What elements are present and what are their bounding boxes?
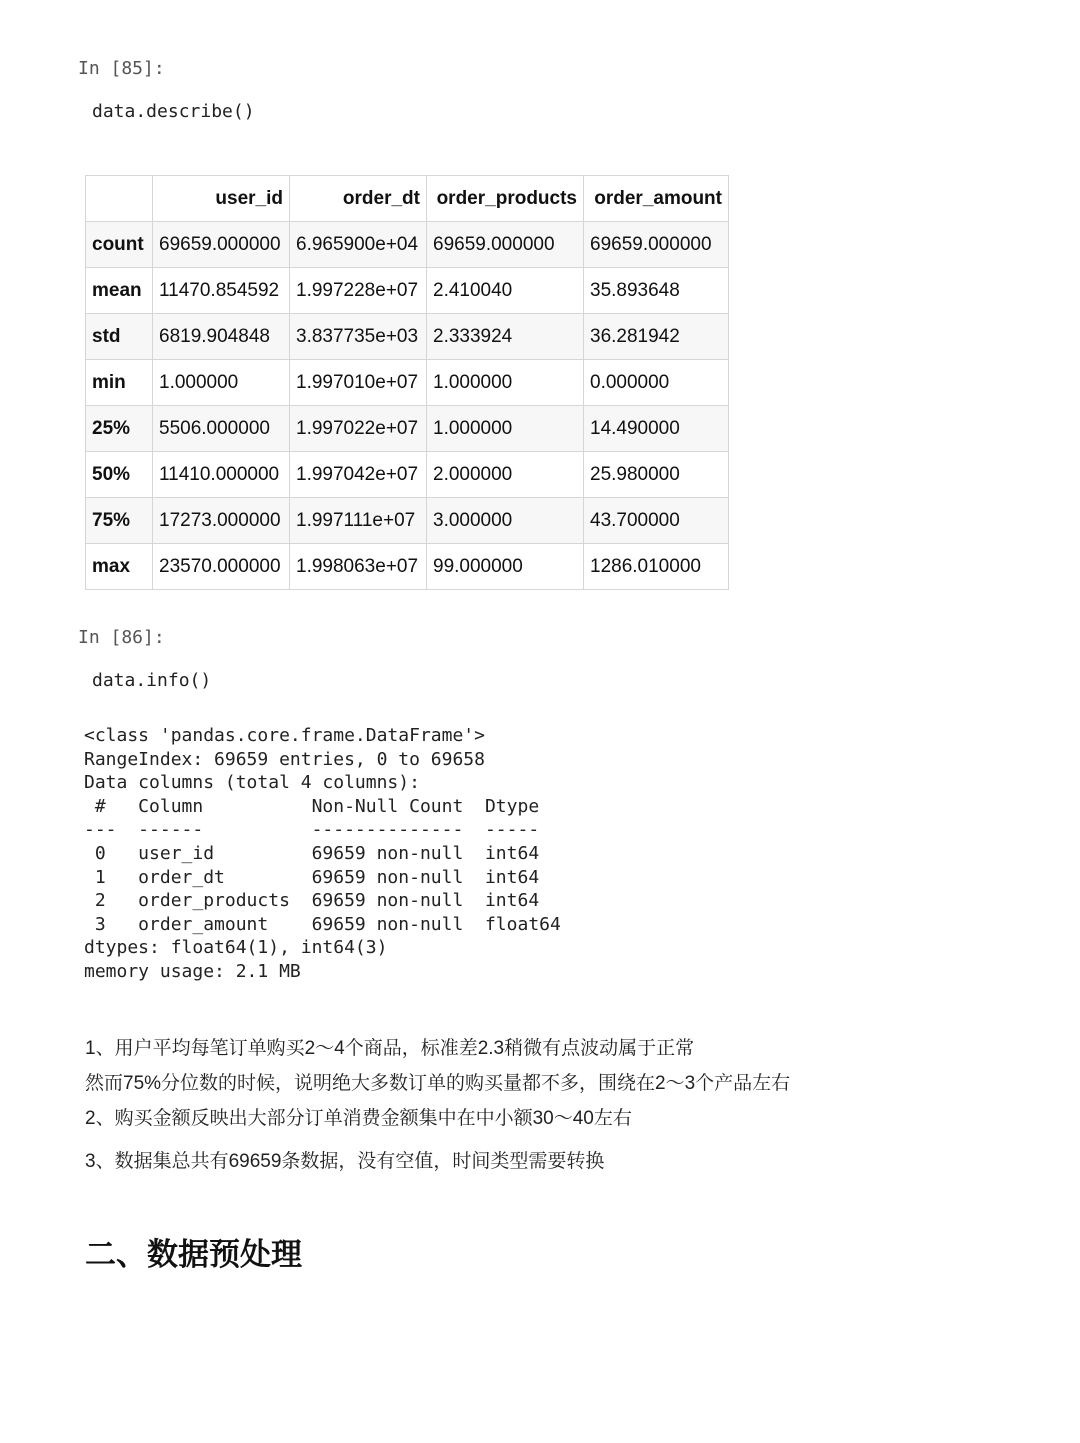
table-cell: 99.000000 [427, 544, 584, 590]
table-cell: 69659.000000 [153, 222, 290, 268]
row-label: min [86, 360, 153, 406]
table-row [86, 360, 729, 406]
row-label: count [86, 222, 153, 268]
section-heading: 二、数据预处理 [85, 1237, 302, 1272]
row-label: max [86, 544, 153, 590]
table-cell: 2.410040 [427, 268, 584, 314]
table-cell: 2.000000 [427, 452, 584, 498]
table-row [86, 222, 729, 268]
cell-prompt-85: In [85]: [78, 58, 165, 79]
table-row [86, 452, 729, 498]
table-cell: 14.490000 [584, 406, 729, 452]
table-row [86, 406, 729, 452]
code-describe[interactable]: data.describe() [92, 101, 255, 122]
table-header-user-id: user_id [153, 176, 290, 222]
table-row [86, 544, 729, 590]
table-cell: 1.997022e+07 [290, 406, 427, 452]
table-cell: 3.837735e+03 [290, 314, 427, 360]
table-cell: 1.997042e+07 [290, 452, 427, 498]
table-cell: 17273.000000 [153, 498, 290, 544]
note-line-4: 3、数据集总共有69659条数据，没有空值，时间类型需要转换 [85, 1151, 605, 1172]
table-cell: 2.333924 [427, 314, 584, 360]
table-cell: 69659.000000 [584, 222, 729, 268]
table-cell: 35.893648 [584, 268, 729, 314]
table-cell: 11470.854592 [153, 268, 290, 314]
note-line-2: 然而75%分位数的时候，说明绝大多数订单的购买量都不多，围绕在2～3个产品左右 [85, 1073, 791, 1094]
table-header-order-dt: order_dt [290, 176, 427, 222]
note-line-3: 2、购买金额反映出大部分订单消费金额集中在中小额30～40左右 [85, 1108, 632, 1129]
table-row [86, 314, 729, 360]
row-label: 75% [86, 498, 153, 544]
table-cell: 25.980000 [584, 452, 729, 498]
table-cell: 1.997228e+07 [290, 268, 427, 314]
table-cell: 1.997111e+07 [290, 498, 427, 544]
row-label: mean [86, 268, 153, 314]
describe-table [85, 175, 729, 590]
table-cell: 36.281942 [584, 314, 729, 360]
table-cell: 6819.904848 [153, 314, 290, 360]
table-header-row [86, 176, 729, 222]
table-cell: 0.000000 [584, 360, 729, 406]
table-cell: 69659.000000 [427, 222, 584, 268]
row-label: 25% [86, 406, 153, 452]
table-cell: 1286.010000 [584, 544, 729, 590]
note-line-1: 1、用户平均每笔订单购买2～4个商品，标准差2.3稍微有点波动属于正常 [85, 1038, 695, 1059]
row-label: 50% [86, 452, 153, 498]
table-cell: 5506.000000 [153, 406, 290, 452]
table-cell: 43.700000 [584, 498, 729, 544]
row-label: std [86, 314, 153, 360]
table-cell: 1.000000 [427, 360, 584, 406]
table-cell: 3.000000 [427, 498, 584, 544]
table-cell: 1.000000 [427, 406, 584, 452]
table-row [86, 498, 729, 544]
table-cell: 1.997010e+07 [290, 360, 427, 406]
table-header-order-products: order_products [427, 176, 584, 222]
table-cell: 6.965900e+04 [290, 222, 427, 268]
table-cell: 11410.000000 [153, 452, 290, 498]
table-row [86, 268, 729, 314]
table-header-index [86, 176, 153, 222]
table-cell: 1.998063e+07 [290, 544, 427, 590]
table-cell: 23570.000000 [153, 544, 290, 590]
info-output: <class 'pandas.core.frame.DataFrame'> RangeIndex: 69659 entries, 0 to 69658 Data columns (total 4 columns): # Column Non-Null Count Dtype --- ------ -------------- ----- 0 user_id 69659 non-null int64 1 order_dt 69659 non-null int64 2 order_products 69659 non-null int64 3 order_amount 69659 non-null float64 dtypes: float64(1), int64(3) memory usage: 2.1 MB [84, 725, 561, 982]
table-cell: 1.000000 [153, 360, 290, 406]
code-info[interactable]: data.info() [92, 670, 212, 691]
cell-prompt-86: In [86]: [78, 627, 165, 648]
table-header-order-amount: order_amount [584, 176, 729, 222]
